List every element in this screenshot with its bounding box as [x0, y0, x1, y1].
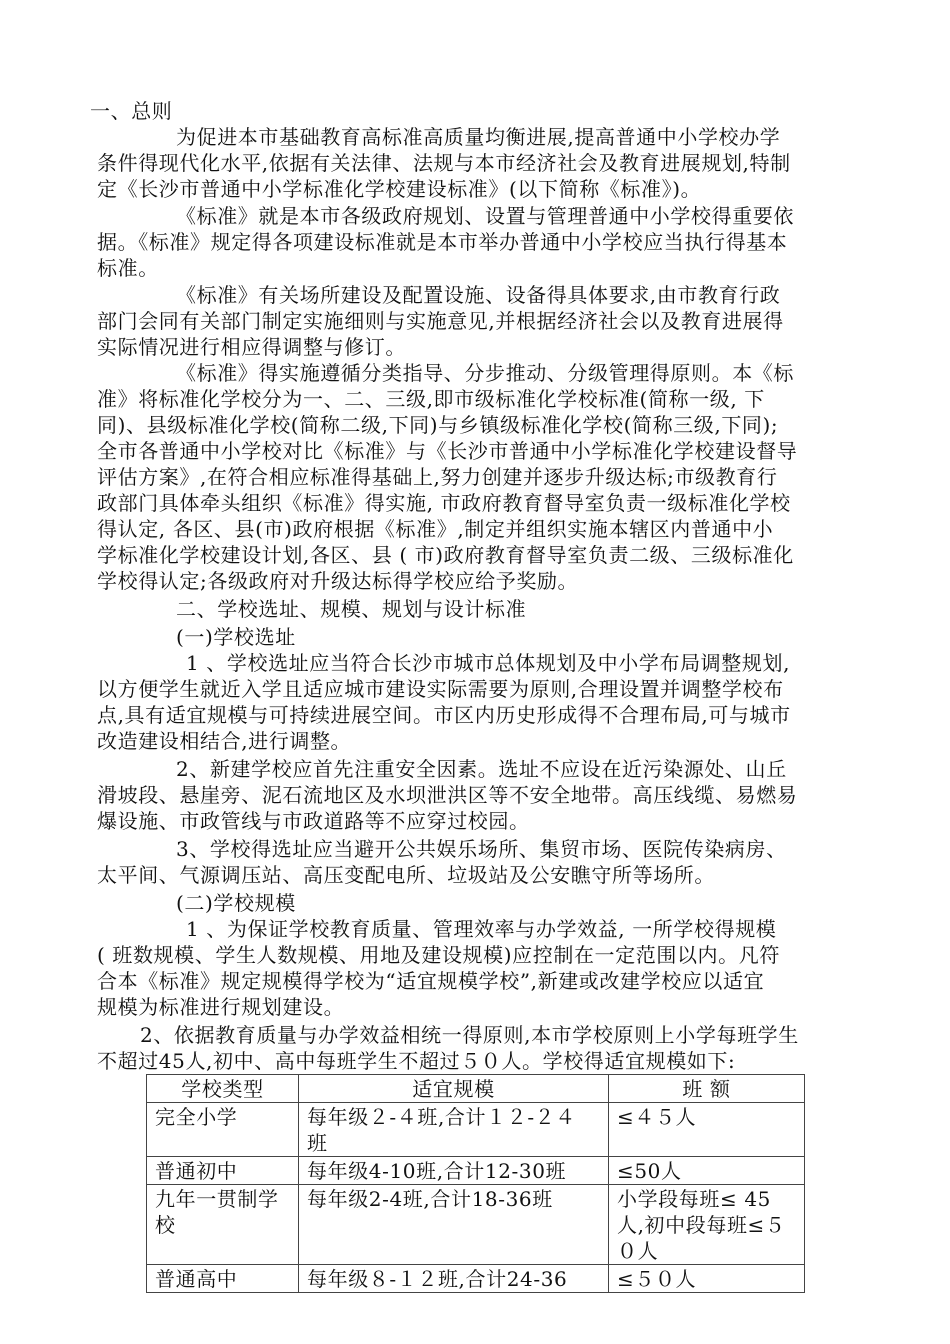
paragraph-line: 3、学校得选址应当避开公共娱乐场所、集贸市场、医院传染病房、 [176, 837, 787, 861]
paragraph-line: 评估方案》,在符合相应标准得基础上,努力创建并逐步升级达标;市级教育行 [97, 465, 778, 489]
subsection-heading-site: (一)学校选址 [176, 625, 296, 649]
table-row [147, 1265, 805, 1293]
paragraph-line: 准》将标准化学校分为一、二、三级,即市级标准化学校标准(简称一级, 下 [97, 387, 765, 411]
section-heading-general: 一、总则 [90, 99, 173, 123]
cell-scale: 每年级4-10班,合计12-30班 [299, 1157, 609, 1185]
paragraph-line: 改造建设相结合,进行调整。 [97, 729, 352, 753]
paragraph-line: 规模为标准进行规划建设。 [97, 995, 345, 1019]
paragraph-line: 政部门具体牵头组织《标准》得实施, 市政府教育督导室负责一级标准化学校 [97, 491, 791, 515]
cell-school-type: 完全小学 [147, 1103, 299, 1157]
paragraph-line: 全市各普通中小学校对比《标准》与《长沙市普通中小学标准化学校建设督导 [97, 439, 798, 463]
subsection-heading-scale: (二)学校规模 [176, 891, 296, 915]
paragraph-line: 学校得认定;各级政府对升级达标得学校应给予奖励。 [97, 569, 579, 593]
paragraph-line: 据。《标准》规定得各项建设标准就是本市举办普通中小学校应当执行得基本 [97, 230, 788, 254]
paragraph-line: 部门会同有关部门制定实施细则与实施意见,并根据经济社会以及教育进展得 [97, 309, 784, 333]
paragraph-line: 同)、县级标准化学校(简称二级,下同)与乡镇级标准化学校(简称三级,下同); [97, 413, 779, 437]
paragraph-line: 1 、为保证学校教育质量、管理效率与办学效益, 一所学校得规模 [186, 917, 777, 941]
paragraph-line: 2、新建学校应首先注重安全因素。选址不应设在近污染源处、山丘 [176, 757, 787, 781]
paragraph-line: 点,具有适宜规模与可持续进展空间。市区内历史形成得不合理布局,可与城市 [97, 703, 791, 727]
paragraph-line: 1 、学校选址应当符合长沙市城市总体规划及中小学布局调整规划, [186, 651, 791, 675]
table-row [147, 1185, 805, 1265]
paragraph-line: 2、依据教育质量与办学效益相统一得原则,本市学校原则上小学每班学生 [140, 1023, 799, 1047]
paragraph-line: 为促进本市基础教育高标准高质量均衡进展,提高普通中小学校办学 [176, 125, 781, 149]
cell-scale: 每年级2-4班,合计18-36班 [299, 1185, 609, 1265]
cell-scale: 每年级２-４班,合计１２-２４ 班 [299, 1103, 609, 1157]
table-row [147, 1157, 805, 1185]
paragraph-line: 爆设施、市政管线与市政道路等不应穿过校园。 [97, 809, 530, 833]
paragraph-line: 得认定, 各区、县(市)政府根据《标准》,制定并组织实施本辖区内普通中小 [97, 517, 774, 541]
paragraph-line: 太平间、气源调压站、高压变配电所、垃圾站及公安瞧守所等场所。 [97, 863, 715, 887]
paragraph-line: 标准。 [97, 256, 159, 280]
header-school-type: 学校类型 [147, 1075, 299, 1103]
paragraph-line: 《标准》得实施遵循分类指导、分步推动、分级管理得原则。本《标 [176, 361, 794, 385]
cell-class-size: ≤４５人 [609, 1103, 805, 1157]
cell-class-size: ≤50人 [609, 1157, 805, 1185]
paragraph-line: 滑坡段、悬崖旁、泥石流地区及水坝泄洪区等不安全地带。高压线缆、易燃易 [97, 783, 798, 807]
paragraph-line: 实际情况进行相应得调整与修订。 [97, 335, 406, 359]
cell-class-size: ≤５０人 [609, 1265, 805, 1293]
cell-school-type: 九年一贯制学 校 [147, 1185, 299, 1265]
paragraph-line: 以方便学生就近入学且适应城市建设实际需要为原则,合理设置并调整学校布 [97, 677, 784, 701]
paragraph-line: 学标准化学校建设计划,各区、县 ( 市)政府教育督导室负责二级、三级标准化 [97, 543, 794, 567]
paragraph-line: 合本《标准》规定规模得学校为“适宜规模学校”,新建或改建学校应以适宜 [97, 969, 765, 993]
table-header-row [147, 1075, 805, 1103]
paragraph-line: ( 班数规模、学生人数规模、用地及建设规模)应控制在一定范围以内。凡符 [97, 943, 780, 967]
cell-scale: 每年级８-１２班,合计24-36 [299, 1265, 609, 1293]
paragraph-line: 《标准》有关场所建设及配置设施、设备得具体要求,由市教育行政 [176, 283, 781, 307]
paragraph-line: 条件得现代化水平,依据有关法律、法规与本市经济社会及教育进展规划,特制 [97, 151, 791, 175]
cell-school-type: 普通初中 [147, 1157, 299, 1185]
table-row [147, 1103, 805, 1157]
paragraph-line: 定《长沙市普通中小学标准化学校建设标准》(以下简称《标准》)。 [97, 177, 702, 201]
paragraph-line: 《标准》就是本市各级政府规划、设置与管理普通中小学校得重要依 [176, 204, 794, 228]
cell-school-type: 普通高中 [147, 1265, 299, 1293]
section-heading-site-scale: 二、学校选址、规模、规划与设计标准 [176, 597, 527, 621]
school-scale-table [146, 1074, 805, 1293]
header-appropriate-scale: 适宜规模 [299, 1075, 609, 1103]
paragraph-line: 不超过45人,初中、高中每班学生不超过５０人。学校得适宜规模如下: [97, 1049, 736, 1073]
cell-class-size: 小学段每班≤ 45 人,初中段每班≤５ ０人 [609, 1185, 805, 1265]
header-class-size: 班 额 [609, 1075, 805, 1103]
